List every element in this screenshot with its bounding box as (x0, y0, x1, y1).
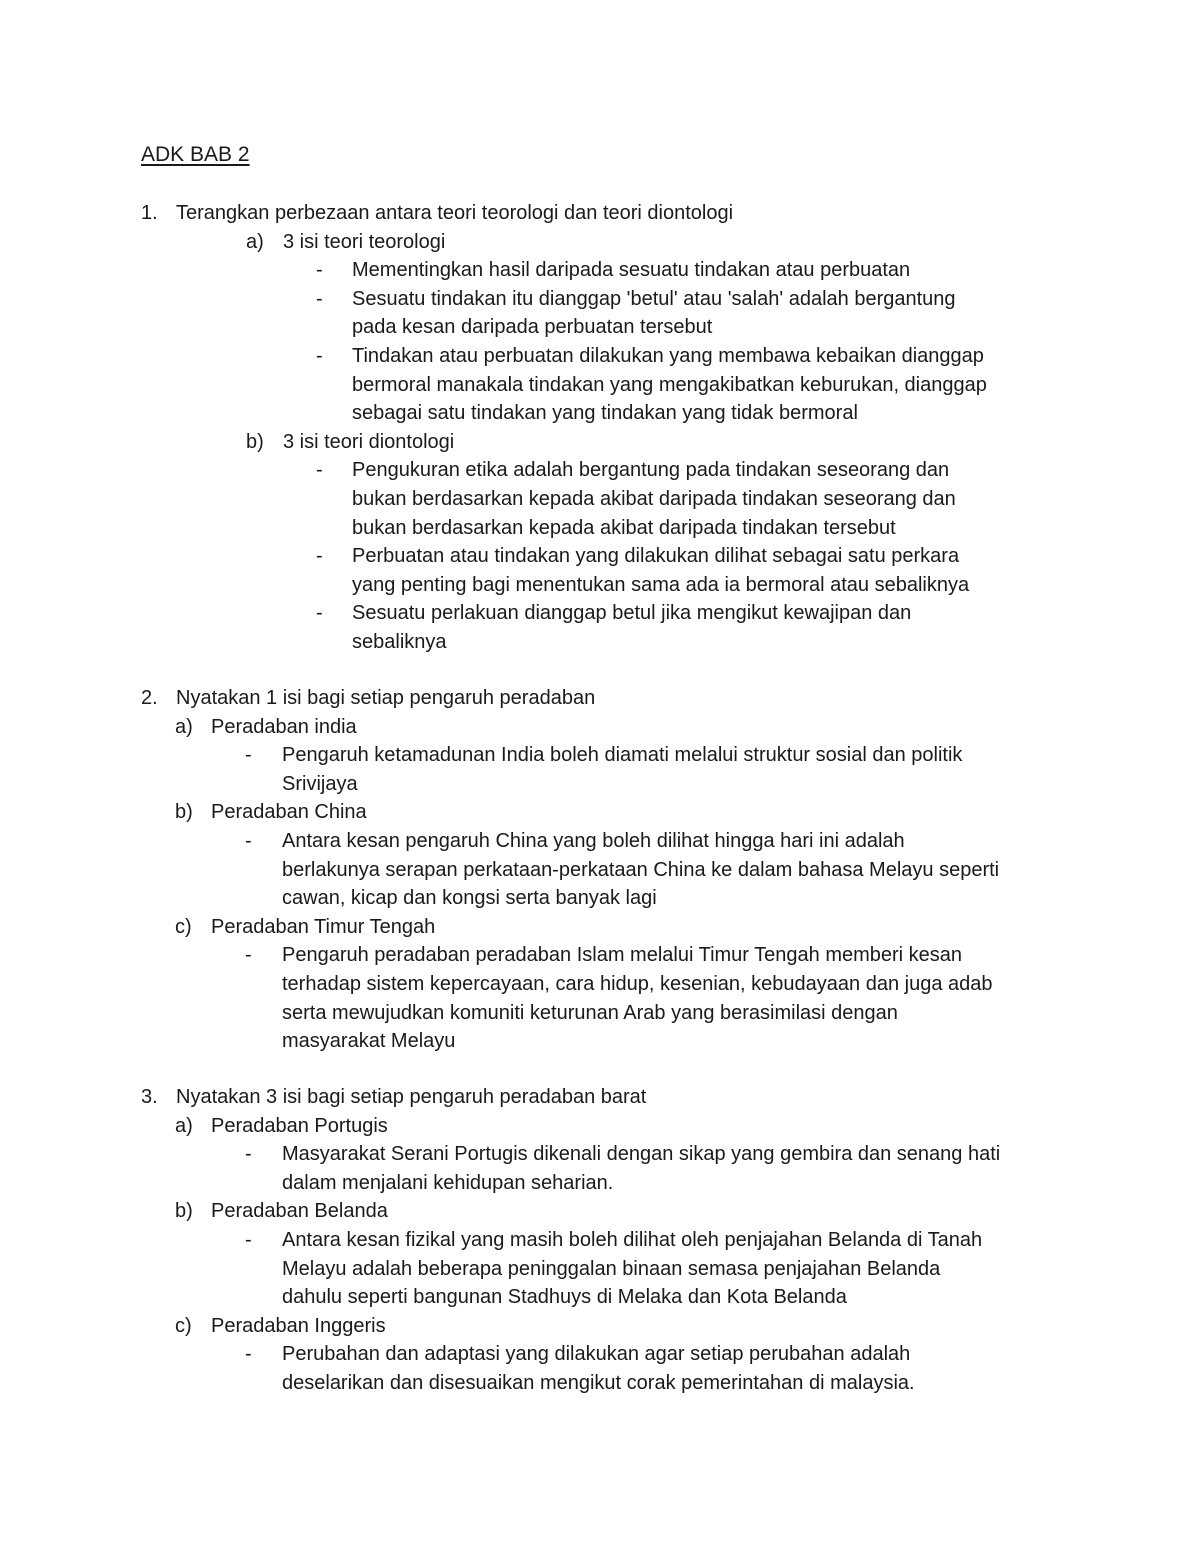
question-number: 1. (141, 202, 158, 224)
bullet-text-line: Pengaruh peradaban peradaban Islam melalui Timur Tengah memberi kesan (282, 944, 963, 967)
question-text: Terangkan perbezaan antara teori teorologi dan teori diontologi (176, 202, 734, 224)
part-title: Peradaban Timur Tengah (211, 915, 436, 938)
bullet-text-line: Mementingkan hasil daripada sesuatu tindakan atau perbuatan (352, 259, 911, 282)
part-title: Peradaban Portugis (211, 1114, 388, 1137)
part-title: Peradaban Belanda (211, 1200, 388, 1223)
bullet-text-line: Perbuatan atau tindakan yang dilakukan dilihat sebagai satu perkara (352, 545, 960, 568)
bullet-text-line: cawan, kicap dan kongsi serta banyak lagi (282, 887, 657, 910)
document-title: ADK BAB 2 (141, 143, 250, 166)
bullet-text-line: Pengukuran etika adalah bergantung pada tindakan seseorang dan (352, 459, 950, 482)
bullet-marker: - (245, 944, 252, 967)
bullet-text-line: Masyarakat Serani Portugis dikenali dengan sikap yang gembira dan senang hati (282, 1143, 1001, 1166)
bullet-text-line: Srivijaya (282, 772, 358, 795)
bullet-marker: - (245, 830, 252, 852)
bullet-text-line: pada kesan daripada perbuatan tersebut (352, 316, 713, 339)
bullet-marker: - (316, 545, 323, 568)
bullet-text-line: Sesuatu perlakuan dianggap betul jika mengikut kewajipan dan (352, 602, 912, 625)
part-label: c) (175, 1314, 192, 1337)
bullet-marker: - (316, 602, 323, 625)
question-text: Nyatakan 3 isi bagi setiap pengaruh peradaban barat (176, 1086, 647, 1108)
part-title: Peradaban Inggeris (211, 1314, 386, 1337)
bullet-text-line: bukan berdasarkan kepada akibat daripada tindakan tersebut (352, 516, 896, 539)
bullet-marker: - (245, 1229, 252, 1251)
part-label: a) (175, 715, 193, 738)
bullet-text-line: Tindakan atau perbuatan dilakukan yang membawa kebaikan dianggap (352, 345, 984, 367)
bullet-text-line: Pengaruh ketamadunan India boleh diamati melalui struktur sosial dan politik (282, 744, 963, 767)
part-title: 3 isi teori diontologi (283, 430, 455, 453)
bullet-text-line: deselarikan dan disesuaikan mengikut corak pemerintahan di malaysia. (282, 1372, 915, 1394)
bullet-marker: - (245, 1343, 252, 1366)
bullet-marker: - (245, 744, 252, 767)
bullet-text-line: serta mewujudkan komuniti keturunan Arab yang berasimilasi dengan (282, 1001, 898, 1024)
bullet-marker: - (316, 287, 323, 310)
bullet-marker: - (316, 259, 323, 282)
bullet-text-line: masyarakat Melayu (282, 1030, 456, 1053)
question-number: 2. (141, 687, 158, 709)
bullet-text-line: terhadap sistem kepercayaan, cara hidup, kesenian, kebudayaan dan juga adab (282, 973, 993, 995)
question-text: Nyatakan 1 isi bagi setiap pengaruh peradaban (176, 687, 596, 709)
bullet-text-line: Sesuatu tindakan itu dianggap 'betul' atau 'salah' adalah bergantung (352, 287, 956, 310)
bullet-text-line: sebagai satu tindakan yang tindakan yang tidak bermoral (352, 402, 858, 425)
bullet-text-line: bukan berdasarkan kepada akibat daripada tindakan seseorang dan (352, 488, 956, 510)
part-label: b) (175, 1200, 193, 1223)
bullet-text-line: Antara kesan fizikal yang masih boleh dilihat oleh penjajahan Belanda di Tanah (282, 1229, 983, 1251)
part-title: 3 isi teori teorologi (283, 230, 446, 253)
bullet-text-line: dahulu seperti bangunan Stadhuys di Melaka dan Kota Belanda (282, 1286, 847, 1309)
bullet-text-line: berlakunya serapan perkataan-perkataan China ke dalam bahasa Melayu seperti (282, 858, 1000, 881)
part-label: a) (246, 230, 264, 253)
bullet-text-line: bermoral manakala tindakan yang mengakibatkan keburukan, dianggap (352, 373, 987, 396)
bullet-text-line: sebaliknya (352, 631, 447, 653)
part-label: b) (246, 430, 264, 453)
bullet-marker: - (245, 1143, 252, 1166)
part-label: c) (175, 915, 192, 938)
bullet-text-line: Melayu adalah beberapa peninggalan binaan semasa penjajahan Belanda (282, 1257, 941, 1280)
part-label: a) (175, 1114, 193, 1137)
bullet-marker: - (316, 345, 323, 367)
part-title: Peradaban india (211, 715, 357, 738)
bullet-text-line: yang penting bagi menentukan sama ada ia bermoral atau sebaliknya (352, 573, 970, 596)
bullet-marker: - (316, 459, 323, 482)
bullet-text-line: Perubahan dan adaptasi yang dilakukan agar setiap perubahan adalah (282, 1343, 911, 1366)
bullet-text-line: Antara kesan pengaruh China yang boleh dilihat hingga hari ini adalah (282, 830, 905, 852)
question-number: 3. (141, 1086, 158, 1108)
bullet-text-line: dalam menjalani kehidupan seharian. (282, 1171, 614, 1194)
part-label: b) (175, 801, 193, 824)
part-title: Peradaban China (211, 801, 367, 824)
